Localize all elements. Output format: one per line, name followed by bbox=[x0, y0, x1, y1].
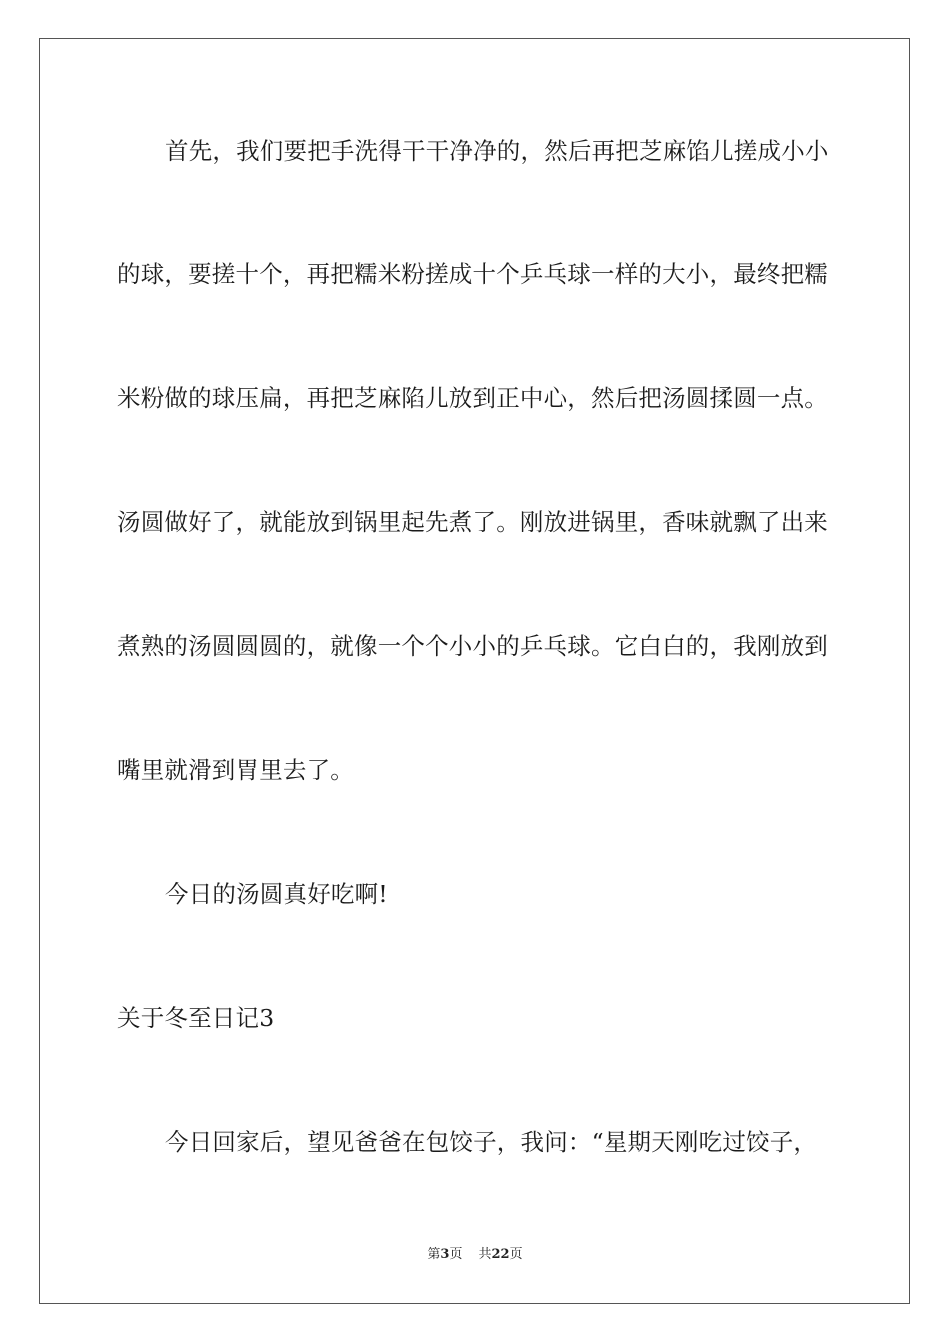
paragraph-line-6: 嘴里就滑到胃里去了。 bbox=[117, 756, 354, 784]
page-footer bbox=[0, 1247, 950, 1263]
paragraph-line-4: 汤圆做好了，就能放到锅里起先煮了。刚放进锅里，香味就飘了出来 bbox=[117, 508, 828, 536]
paragraph-line-7: 今日的汤圆真好吃啊! bbox=[165, 880, 388, 908]
total-prefix: 共 bbox=[478, 1247, 492, 1262]
total-pages: 22 bbox=[491, 1247, 510, 1262]
paragraph-line-9: 今日回家后，望见爸爸在包饺子，我问：“星期天刚吃过饺子， bbox=[165, 1128, 818, 1156]
page-suffix: 页 bbox=[449, 1247, 463, 1262]
paragraph-line-1: 首先，我们要把手洗得干干净净的，然后再把芝麻馅儿搓成小小 bbox=[165, 137, 829, 165]
paragraph-line-3: 米粉做的球压扁，再把芝麻陷儿放到正中心，然后把汤圆揉圆一点。 bbox=[117, 384, 828, 412]
page-frame bbox=[39, 38, 910, 1304]
total-suffix: 页 bbox=[509, 1247, 523, 1262]
section-heading: 关于冬至日记3 bbox=[117, 1004, 275, 1032]
paragraph-line-5: 煮熟的汤圆圆圆的，就像一个个小小的乒乓球。它白白的，我刚放到 bbox=[117, 632, 828, 660]
paragraph-line-2: 的球，要搓十个，再把糯米粉搓成十个乒乓球一样的大小，最终把糯 bbox=[117, 260, 828, 288]
page-prefix: 第 bbox=[427, 1247, 441, 1262]
page-number: 3 bbox=[440, 1247, 450, 1262]
